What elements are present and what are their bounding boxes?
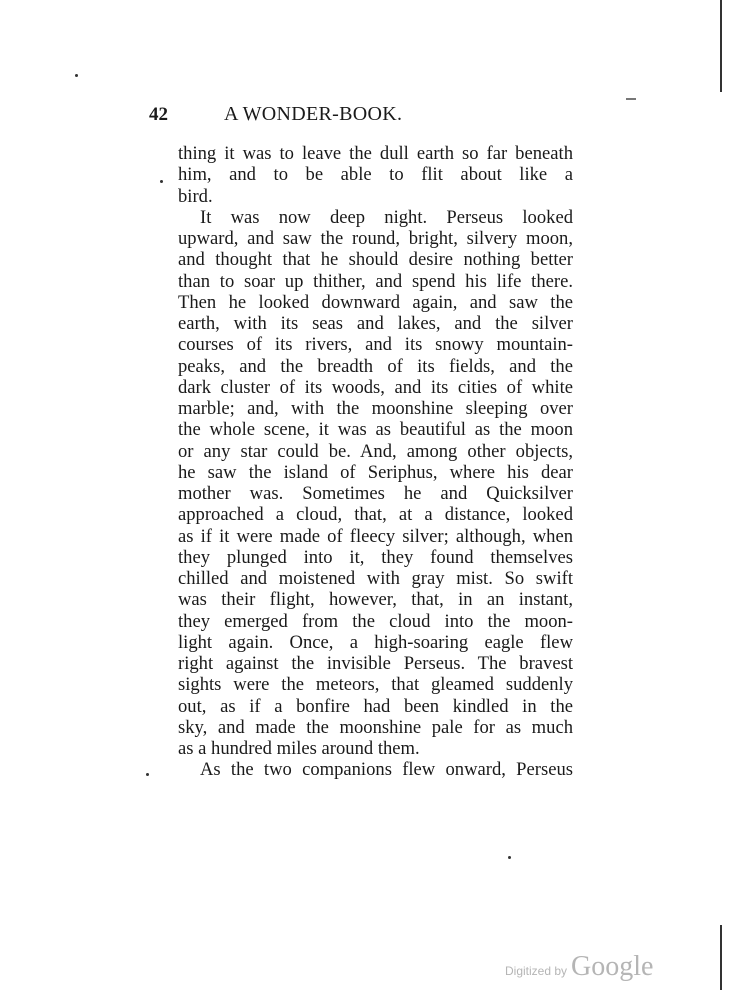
text-line: out, as if a bonfire had been kindled in the bbox=[178, 695, 573, 717]
text-line: and thought that he should desire nothing better bbox=[178, 249, 573, 271]
text-line: they emerged from the cloud into the moon- bbox=[178, 610, 573, 632]
watermark-prefix: Digitized by bbox=[505, 964, 568, 978]
text-line: him, and to be able to flit about like a bbox=[178, 164, 573, 186]
text-line: he saw the island of Seriphus, where his dear bbox=[178, 461, 573, 483]
page-number: 42 bbox=[149, 104, 168, 125]
text-line: sights were the meteors, that gleamed suddenly bbox=[178, 674, 573, 696]
scan-edge-line-bottom bbox=[720, 925, 722, 990]
text-line: the whole scene, it was as beautiful as the moon bbox=[178, 419, 573, 441]
text-line: as if it were made of fleecy silver; although, when bbox=[178, 525, 573, 547]
text-line: than to soar up thither, and spend his life there. bbox=[178, 270, 573, 292]
scan-edge-line-top bbox=[720, 0, 722, 92]
text-line: was their flight, however, that, in an instant, bbox=[178, 589, 573, 611]
text-line: bird. bbox=[178, 185, 213, 207]
scan-speck bbox=[508, 856, 511, 859]
text-line: as a hundred miles around them. bbox=[178, 738, 420, 759]
text-line: right against the invisible Perseus. The bravest bbox=[178, 653, 573, 674]
text-line: mother was. Sometimes he and Quicksilver bbox=[178, 483, 573, 504]
scan-speck bbox=[75, 74, 78, 77]
text-line: or any star could be. And, among other objects, bbox=[178, 440, 573, 462]
text-line: dark cluster of its woods, and its cities of white bbox=[178, 376, 573, 398]
text-line: chilled and moistened with gray mist. So swift bbox=[178, 568, 573, 589]
text-line: earth, with its seas and lakes, and the silver bbox=[178, 313, 573, 334]
scan-speck bbox=[160, 180, 163, 183]
text-line: It was now deep night. Perseus looked bbox=[200, 206, 573, 228]
text-line: they plunged into it, they found themselves bbox=[178, 546, 573, 568]
running-title: A WONDER-BOOK. bbox=[224, 103, 403, 125]
watermark-brand: Google bbox=[571, 951, 654, 982]
digitized-by-google-watermark bbox=[505, 951, 653, 983]
text-line: As the two companions flew onward, Perseus bbox=[200, 759, 573, 781]
text-line: peaks, and the breadth of its fields, and the bbox=[178, 355, 573, 377]
text-line: courses of its rivers, and its snowy mountain- bbox=[178, 334, 573, 356]
scan-speck bbox=[146, 773, 149, 776]
text-line: sky, and made the moonshine pale for as much bbox=[178, 716, 573, 738]
text-line: thing it was to leave the dull earth so far beneath bbox=[178, 143, 573, 164]
text-line: marble; and, with the moonshine sleeping over bbox=[178, 398, 573, 419]
text-line: approached a cloud, that, at a distance, looked bbox=[178, 504, 573, 526]
scan-dash bbox=[626, 98, 636, 100]
text-line: upward, and saw the round, bright, silvery moon, bbox=[178, 228, 573, 249]
text-line: light again. Once, a high-soaring eagle flew bbox=[178, 631, 573, 653]
text-line: Then he looked downward again, and saw the bbox=[178, 291, 573, 313]
page-body-text bbox=[178, 143, 573, 781]
